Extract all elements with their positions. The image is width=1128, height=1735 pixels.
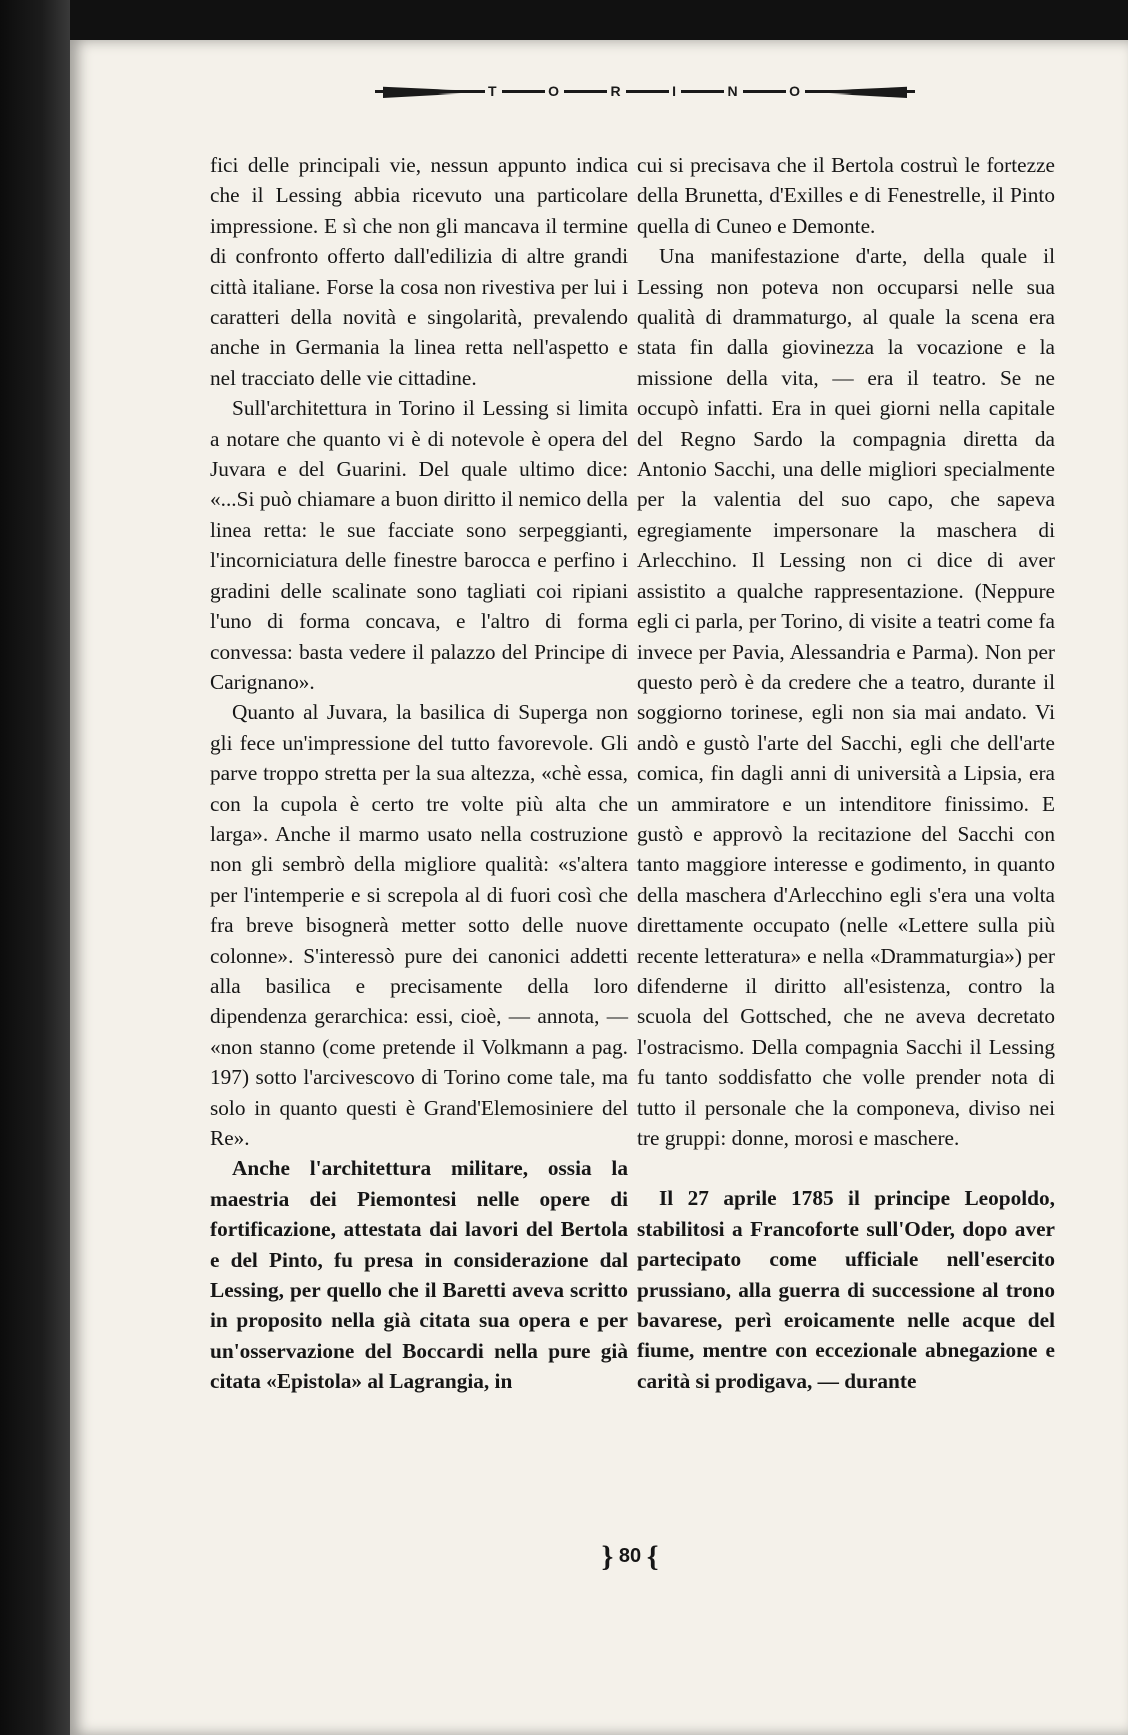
paragraph: fici delle principali vie, nessun appunto indica che il Lessing abbia ricevuto una particolare impressione. E sì che non gli mancava il termine di confronto offerto dall'edilizia di altre grandi città italiane. Forse la cosa non rivestiva per lui i caratteri della novità e singolarità, prevalendo anche in Germania la linea retta nell'aspetto e nel tracciato delle vie cittadine. [210,153,628,390]
section-gap [637,1153,1055,1183]
header-letter: O [545,80,564,102]
header-letter: T [485,80,502,102]
folio-ornament-right: { [646,1540,659,1573]
paragraph: Il 27 aprile 1785 il principe Leopoldo, stabilitosi a Francoforte sull'Oder, dopo aver partecipato come ufficiale nell'esercito prussiano, alla guerra di successione al trono bavarese, perì eroicamente nelle acque del fiume, mentre con eccezionale abnegazione e carità si prodigava, — durante [637,1186,1055,1393]
folio-ornament-left: } [601,1540,614,1573]
paragraph: Una manifestazione d'arte, della quale il Lessing non poteva non occuparsi nelle sua qualità di drammaturgo, al quale la scena era stata fin dalla giovinezza la vocazione e la missione della vita, — era il teatro. Se ne occupò infatti. Era in quei giorni nella capitale del Regno Sardo la compagnia diretta da Antonio Sacchi, una delle migliori specialmente per la valentia del suo capo, che sapeva egregiamente impersonare la maschera di Arlecchino. Il Lessing non ci dice di aver assistito a qualche rappresentazione. (Neppure egli ci parla, per Torino, di visite a teatri come fa invece per Pavia, Alessandria e Parma). Non per questo però è da credere che a teatro, durante il soggiorno torinese, egli non sia mai andato. Vi andò e gustò l'arte del Sacchi, egli che dell'arte comica, fin dagli anni di università a Lipsia, era un ammiratore e un intenditore finissimo. E gustò e approvò la recitazione del Sacchi con tanto maggiore interesse e godimento, in quanto della maschera d'Arlecchino egli s'era una volta direttamente occupato (nelle «Lettere sulla più recente letteratura» e nella «Drammaturgia») per difenderne il diritto all'esistenza, contro la scuola del Gottsched, che ne aveva decretato l'ostracismo. Della compagnia Sacchi il Lessing fu tanto soddisfatto che volle prender nota di tutto il personale che la componeva, diviso nei tre gruppi: donne, morosi e maschere. [637,244,1055,1150]
header-ornament-right [829,84,907,98]
paragraph: Sull'architettura in Torino il Lessing si limita a notare che quanto vi è di notevole è opera del Juvara e del Guarini. Del quale ultimo dice: «...Si può chiamare a buon diritto il nemico della linea retta: le sue facciate sono serpeggianti, l'incorniciatura delle finestre barocca e perfino i gradini delle scalinate sono tagliati coi ripiani l'uno di forma concava, e l'altro di forma convessa: basta vedere il palazzo del Principe di Carignano». [210,396,628,694]
header-ornament-left [383,84,461,98]
running-header [375,80,915,106]
left-text-column [210,150,628,1397]
header-letter: R [607,80,625,102]
header-letter: O [786,80,805,102]
header-letter: I [669,80,681,102]
header-title [485,80,805,102]
paragraph: Anche l'architettura militare, ossia la maestria dei Piemontesi nelle opere di fortificazione, attestata dai lavori del Bertola e del Pinto, fu presa in considerazione dal Lessing, per quello che il Baretti aveva scritto in proposito nella già citata sua opera e per un'osservazione del Boccardi nella pure già citata «Epistola» al Lagrangia, in [210,1156,628,1394]
header-letter: N [724,80,742,102]
paragraph: cui si precisava che il Bertola costruì le fortezze della Brunetta, d'Exilles e di Fenestrelle, il Pinto quella di Cuneo e Demonte. [637,153,1055,238]
paragraph: Quanto al Juvara, la basilica di Superga non gli fece un'impressione del tutto favorevole. Gli parve troppo stretta per la sua altezza, «chè essa, con la cupola è certo tre volte più alta che larga». Anche il marmo usato nella costruzione non gli sembrò della migliore qualità: «s'altera per l'intemperie e si screpola al di fuori così che fra breve bisognerà metter sotto delle nuove colonne». S'interessò pure dei canonici addetti alla basilica e precisamente della loro dipendenza gerarchica: essi, cioè, — annota, — «non stanno (come pretende il Volkmann a pag. 197) sotto l'arcivescovo di Torino come tale, ma solo in quanto questi è Grand'Elemosiniere del Re». [210,700,628,1150]
page-number [590,1540,670,1574]
page-number-value: 80 [618,1545,642,1567]
scan-left-edge [0,0,70,1735]
right-text-column [637,150,1055,1396]
